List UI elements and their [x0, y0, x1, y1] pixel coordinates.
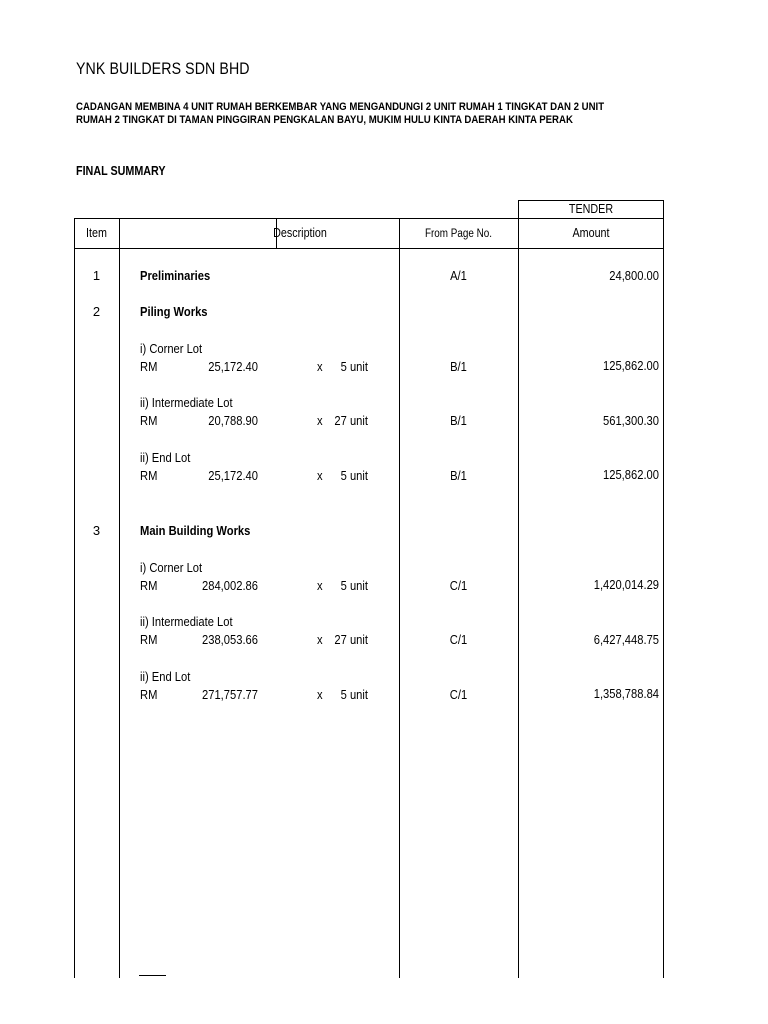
currency-label: RM: [140, 359, 158, 374]
currency-label: RM: [140, 413, 158, 428]
item-column-border: [119, 218, 120, 978]
page-ref: C/1: [449, 632, 468, 647]
project-description-line-2: RUMAH 2 TINGKAT DI TAMAN PINGGIRAN PENGKALAN BAYU, MUKIM HULU KINTA DAERAH KINTA PERAK: [76, 113, 573, 126]
unit-count: 27 unit: [334, 632, 368, 647]
page-ref: C/1: [449, 578, 468, 593]
amount-column-left-border: [518, 200, 519, 978]
subitem-label: ii) Intermediate Lot: [140, 395, 233, 410]
company-name: YNK BUILDERS SDN BHD: [76, 60, 250, 78]
page-ref: C/1: [449, 687, 468, 702]
multiply-sign: x: [317, 578, 323, 593]
subitem-label: ii) Intermediate Lot: [140, 614, 233, 629]
unit-rate: 20,788.90: [208, 413, 258, 428]
bottom-underline: [139, 975, 166, 976]
header-bottom-border: [74, 248, 664, 249]
currency-label: RM: [140, 578, 158, 593]
multiply-sign: x: [317, 632, 323, 647]
project-description-line-1: CADANGAN MEMBINA 4 UNIT RUMAH BERKEMBAR YANG MENGANDUNGI 2 UNIT RUMAH 1 TINGKAT DAN 2 UNIT: [76, 101, 605, 113]
unit-rate: 271,757.77: [202, 687, 258, 702]
currency-label: RM: [140, 687, 158, 702]
unit-count: 5 unit: [340, 578, 368, 593]
subitem-label: i) Corner Lot: [140, 560, 203, 575]
currency-label: RM: [140, 468, 158, 483]
unit-count: 5 unit: [340, 468, 368, 483]
page-ref: B/1: [450, 468, 467, 483]
subitem-label: ii) End Lot: [140, 450, 191, 465]
unit-count: 27 unit: [334, 413, 368, 428]
amount-header: Amount: [572, 226, 610, 240]
unit-rate: 25,172.40: [208, 359, 258, 374]
amount: 125,862.00: [603, 467, 659, 482]
multiply-sign: x: [317, 687, 323, 702]
amount-column-right-border: [663, 200, 664, 978]
unit-rate: 284,002.86: [202, 578, 258, 593]
amount: 1,420,014.29: [593, 577, 659, 592]
amount: 125,862.00: [603, 358, 659, 373]
tender-header: TENDER: [568, 202, 614, 216]
amount: 24,800.00: [609, 268, 659, 283]
multiply-sign: x: [317, 413, 323, 428]
description-column-border: [399, 218, 400, 978]
unit-rate: 238,053.66: [202, 632, 258, 647]
amount: 6,427,448.75: [593, 632, 659, 647]
amount: 561,300.30: [603, 413, 659, 428]
item-number: 3: [92, 523, 101, 538]
page-ref: A/1: [450, 268, 467, 283]
header-top-border: [74, 218, 664, 219]
project-description: [76, 101, 766, 126]
unit-count: 5 unit: [340, 687, 368, 702]
subitem-label: i) Corner Lot: [140, 341, 203, 356]
unit-count: 5 unit: [340, 359, 368, 374]
description-header: Description: [273, 226, 327, 240]
item-title: Piling Works: [140, 304, 208, 319]
item-number: 2: [92, 304, 101, 319]
currency-label: RM: [140, 632, 158, 647]
multiply-sign: x: [317, 359, 323, 374]
page-ref: B/1: [450, 359, 467, 374]
item-title: Main Building Works: [140, 523, 251, 538]
amount: 1,358,788.84: [593, 686, 659, 701]
page-ref: B/1: [450, 413, 467, 428]
multiply-sign: x: [317, 468, 323, 483]
table-left-border: [74, 218, 75, 978]
section-title: FINAL SUMMARY: [76, 164, 166, 178]
item-title: Preliminaries: [140, 268, 211, 283]
unit-rate: 25,172.40: [208, 468, 258, 483]
from-page-header: From Page No.: [424, 228, 493, 240]
item-header: Item: [86, 226, 107, 240]
item-number: 1: [92, 268, 101, 283]
subitem-label: ii) End Lot: [140, 669, 191, 684]
